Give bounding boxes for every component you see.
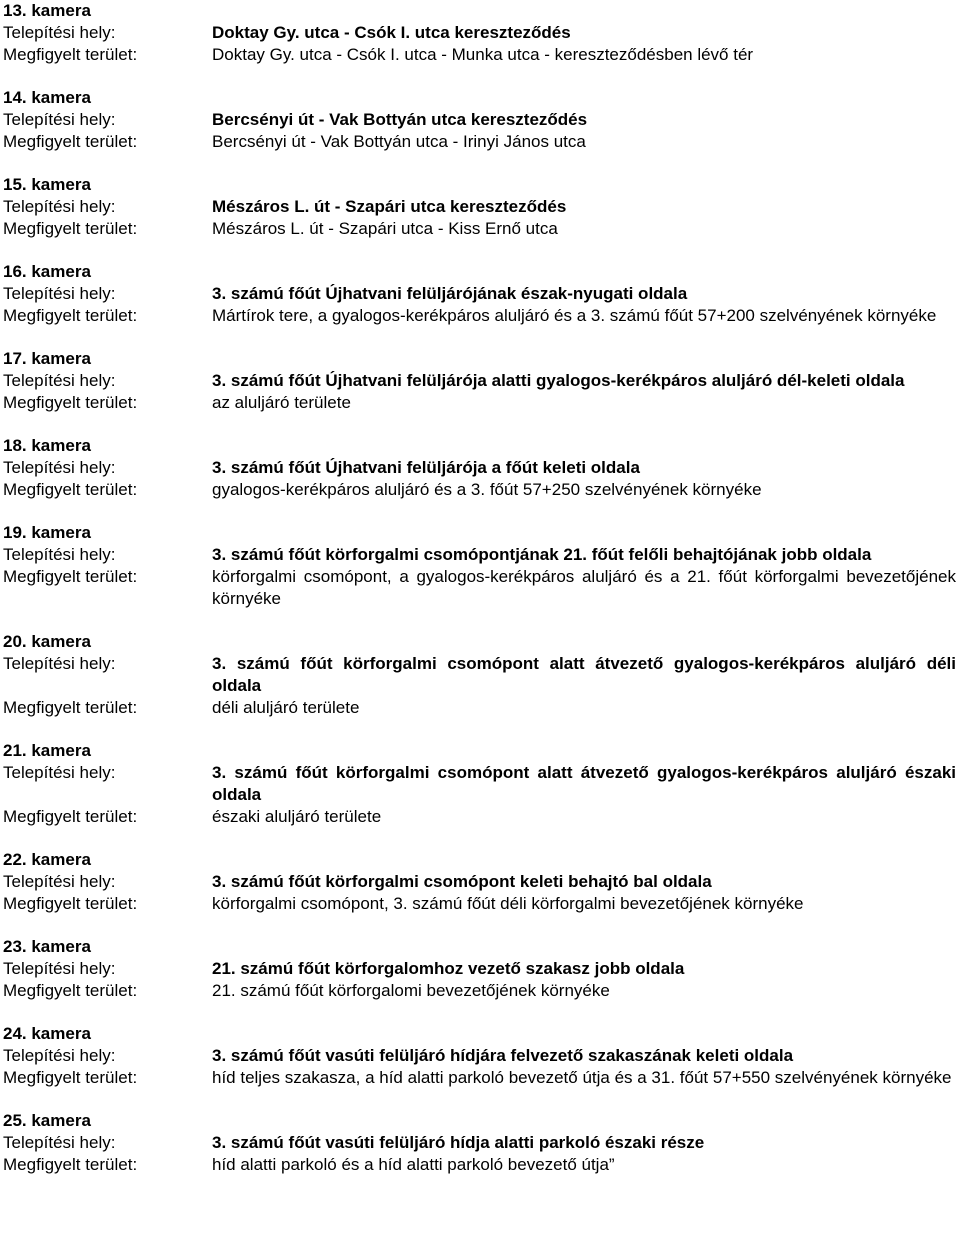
area-row <box>3 305 956 327</box>
location-value: 3. számú főút körforgalmi csomópontjának 21. főút felőli behajtójának jobb oldala <box>212 545 872 564</box>
area-row <box>3 697 956 719</box>
area-label: Megfigyelt terület: <box>3 132 138 151</box>
area-row <box>3 1154 956 1176</box>
camera-entry <box>3 522 956 610</box>
area-label: Megfigyelt terület: <box>3 393 138 412</box>
camera-entry <box>3 0 956 66</box>
location-label: Telepítési hely: <box>3 1133 116 1152</box>
area-value: körforgalmi csomópont, 3. számú főút déli körforgalmi bevezetőjének környéke <box>212 894 804 913</box>
location-value: 3. számú főút körforgalmi csomópont alatt átvezető gyalogos-kerékpáros aluljáró déli oldala <box>212 654 956 695</box>
area-label: Megfigyelt terület: <box>3 306 138 325</box>
location-row <box>3 762 956 806</box>
area-value: déli aluljáró területe <box>212 698 360 717</box>
area-row <box>3 566 956 610</box>
area-value: Doktay Gy. utca - Csók I. utca - Munka utca - kereszteződésben lévő tér <box>212 45 754 64</box>
camera-entry <box>3 87 956 153</box>
camera-entry <box>3 631 956 719</box>
camera-entry <box>3 740 956 828</box>
location-row <box>3 283 956 305</box>
camera-title: 17. kamera <box>3 349 91 368</box>
area-label: Megfigyelt terület: <box>3 981 138 1000</box>
location-value: 3. számú főút körforgalmi csomópont keleti behajtó bal oldala <box>212 872 712 891</box>
location-row <box>3 1045 956 1067</box>
area-value: híd teljes szakasza, a híd alatti parkoló bevezető útja és a 31. főút 57+550 szelvényének környéke <box>212 1068 952 1087</box>
area-value: gyalogos-kerékpáros aluljáró és a 3. főút 57+250 szelvényének környéke <box>212 480 762 499</box>
location-label: Telepítési hely: <box>3 872 116 891</box>
location-row <box>3 1132 956 1154</box>
area-value: Bercsényi út - Vak Bottyán utca - Irinyi János utca <box>212 132 586 151</box>
location-value: 3. számú főút vasúti felüljáró hídja alatti parkoló északi része <box>212 1133 705 1152</box>
area-label: Megfigyelt terület: <box>3 567 138 586</box>
camera-title: 18. kamera <box>3 436 91 455</box>
location-value: Doktay Gy. utca - Csók I. utca kereszteződés <box>212 23 571 42</box>
location-row <box>3 871 956 893</box>
location-row <box>3 653 956 697</box>
area-label: Megfigyelt terület: <box>3 480 138 499</box>
area-row <box>3 218 956 240</box>
area-value: Mártírok tere, a gyalogos-kerékpáros aluljáró és a 3. számú főút 57+200 szelvényének környéke <box>212 306 937 325</box>
location-value: 3. számú főút vasúti felüljáró hídjára felvezető szakaszának keleti oldala <box>212 1046 794 1065</box>
location-row <box>3 457 956 479</box>
area-label: Megfigyelt terület: <box>3 45 138 64</box>
camera-entry <box>3 1023 956 1089</box>
location-label: Telepítési hely: <box>3 458 116 477</box>
area-label: Megfigyelt terület: <box>3 1155 138 1174</box>
location-value: 21. számú főút körforgalomhoz vezető szakasz jobb oldala <box>212 959 685 978</box>
area-row <box>3 392 956 414</box>
location-row <box>3 22 956 44</box>
location-value: 3. számú főút körforgalmi csomópont alatt átvezető gyalogos-kerékpáros aluljáró északi oldala <box>212 763 956 804</box>
location-label: Telepítési hely: <box>3 654 116 673</box>
area-row <box>3 806 956 828</box>
area-row <box>3 893 956 915</box>
camera-title: 14. kamera <box>3 88 91 107</box>
location-label: Telepítési hely: <box>3 763 116 782</box>
camera-entry <box>3 936 956 1002</box>
location-label: Telepítési hely: <box>3 545 116 564</box>
area-row <box>3 131 956 153</box>
area-label: Megfigyelt terület: <box>3 698 138 717</box>
area-row <box>3 1067 956 1089</box>
location-label: Telepítési hely: <box>3 371 116 390</box>
camera-entry <box>3 261 956 327</box>
camera-title: 13. kamera <box>3 1 91 20</box>
location-label: Telepítési hely: <box>3 197 116 216</box>
location-label: Telepítési hely: <box>3 959 116 978</box>
location-row <box>3 370 956 392</box>
camera-title: 20. kamera <box>3 632 91 651</box>
area-value: híd alatti parkoló és a híd alatti parkoló bevezető útja” <box>212 1155 615 1174</box>
camera-title: 22. kamera <box>3 850 91 869</box>
camera-title: 24. kamera <box>3 1024 91 1043</box>
camera-entry <box>3 348 956 414</box>
location-label: Telepítési hely: <box>3 284 116 303</box>
camera-title: 21. kamera <box>3 741 91 760</box>
area-value: az aluljáró területe <box>212 393 351 412</box>
location-value: Mészáros L. út - Szapári utca kereszteződés <box>212 197 567 216</box>
location-value: 3. számú főút Újhatvani felüljárója alatti gyalogos-kerékpáros aluljáró dél-keleti oldala <box>212 371 905 390</box>
location-value: Bercsényi út - Vak Bottyán utca kereszteződés <box>212 110 588 129</box>
camera-title: 23. kamera <box>3 937 91 956</box>
camera-title: 16. kamera <box>3 262 91 281</box>
location-label: Telepítési hely: <box>3 1046 116 1065</box>
location-row <box>3 109 956 131</box>
location-label: Telepítési hely: <box>3 23 116 42</box>
camera-entry <box>3 174 956 240</box>
camera-entry <box>3 435 956 501</box>
area-value: 21. számú főút körforgalomi bevezetőjének környéke <box>212 981 610 1000</box>
area-label: Megfigyelt terület: <box>3 807 138 826</box>
area-row <box>3 980 956 1002</box>
area-value: Mészáros L. út - Szapári utca - Kiss Ernő utca <box>212 219 558 238</box>
area-row <box>3 479 956 501</box>
location-value: 3. számú főút Újhatvani felüljárójának észak-nyugati oldala <box>212 284 688 303</box>
area-value: északi aluljáró területe <box>212 807 382 826</box>
area-label: Megfigyelt terület: <box>3 894 138 913</box>
location-row <box>3 544 956 566</box>
location-row <box>3 958 956 980</box>
area-label: Megfigyelt terület: <box>3 1068 138 1087</box>
camera-title: 19. kamera <box>3 523 91 542</box>
camera-title: 15. kamera <box>3 175 91 194</box>
location-value: 3. számú főút Újhatvani felüljárója a főút keleti oldala <box>212 458 640 477</box>
camera-entry <box>3 849 956 915</box>
area-row <box>3 44 956 66</box>
location-row <box>3 196 956 218</box>
area-value: körforgalmi csomópont, a gyalogos-kerékpáros aluljáró és a 21. főút körforgalmi bevezetőjének környéke <box>212 567 956 608</box>
area-label: Megfigyelt terület: <box>3 219 138 238</box>
location-label: Telepítési hely: <box>3 110 116 129</box>
camera-entry <box>3 1110 956 1176</box>
camera-title: 25. kamera <box>3 1111 91 1130</box>
